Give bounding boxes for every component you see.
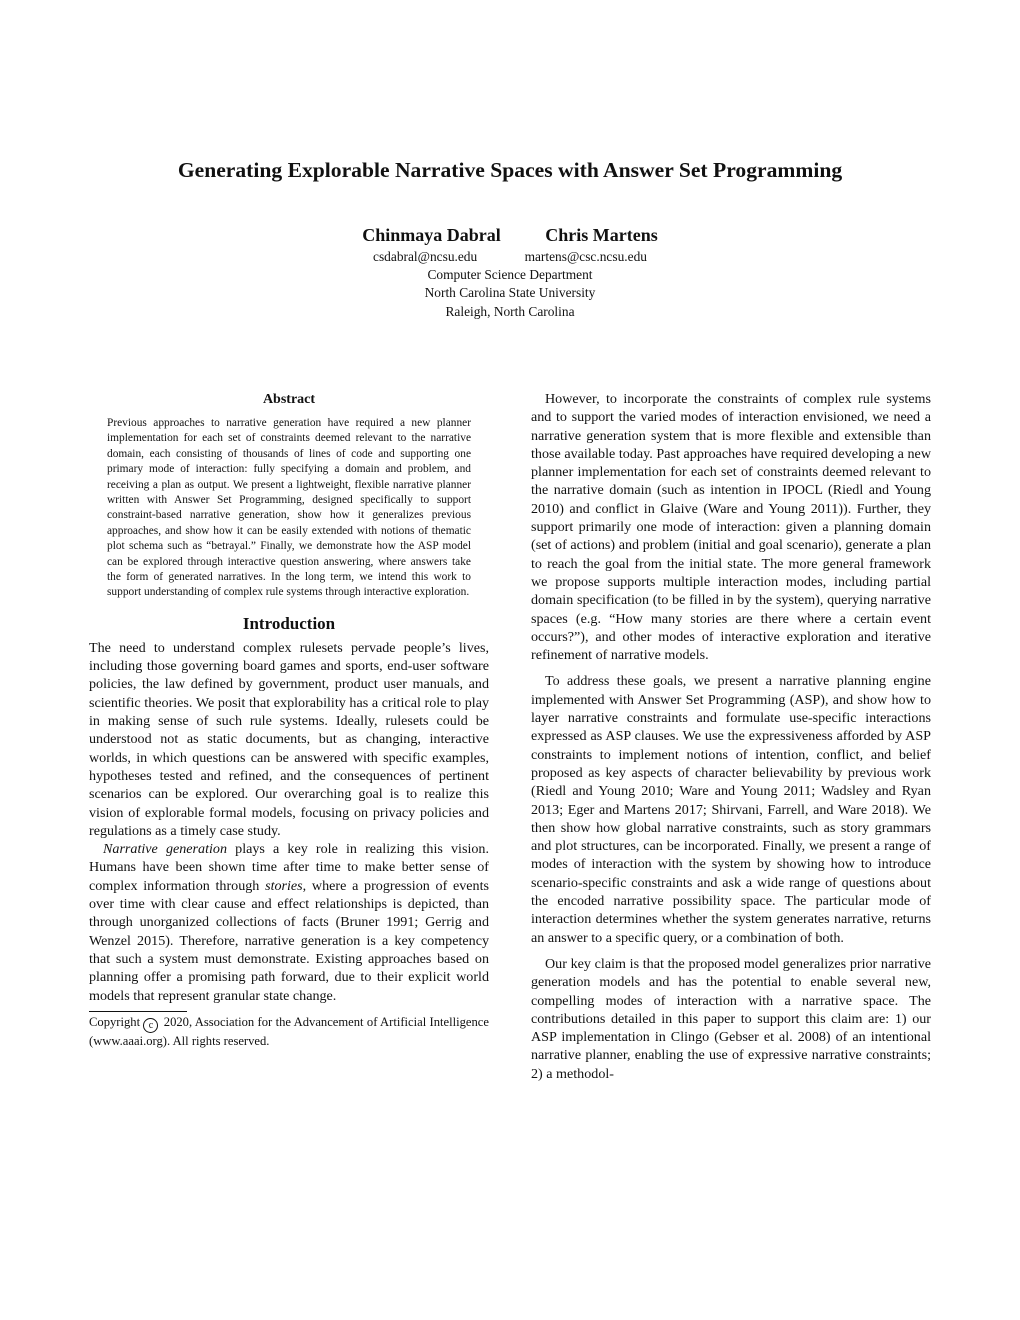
footnote-divider — [89, 1011, 187, 1012]
author-name: Chinmaya Dabral — [362, 225, 501, 245]
intro-paragraph-2-part1: plays a key role in realizing this vision. Humans have been shown time after time to make better sense of complex information through — [89, 841, 489, 894]
italic-term: Narrative generation — [103, 841, 228, 858]
copyright-footnote — [89, 1014, 489, 1050]
affiliation-location: Raleigh, North Carolina — [445, 303, 575, 319]
italic-word: stories — [265, 877, 303, 894]
body-paragraph: However, to incorporate the constraints of complex rule systems and to support the varied modes of interaction envisioned, we need a narrative generation system that is more flexible and extensible than those available today. Past approaches have required developing a new planner implementation for each set of constraints deemed relevant to the narrative domain (such as intention in IPOCL (Riedl and Young 2010) and conflict in Glaive (Ware and Young 2011)). Further, they support primarily one mode of interaction: given a planning domain (set of actions) and problem (initial and goal scenario), generate a plan to reach the goal from the initial state. The more general framework we propose supports multiple interaction modes, including partial domain specification (to be filled in by the system), querying narrative spaces (e.g. “How many stories are there where a certain event occurs?”), and other modes of interactive exploration and iterative refinement of narrative models. — [531, 391, 931, 664]
abstract-heading: Abstract — [262, 392, 316, 407]
body-paragraph: To address these goals, we present a narrative planning engine implemented with Answer Set Programming (ASP), and show how to layer narrative constraints and formulate use-specific interactions expressed as ASP clauses. We use the expressiveness afforded by ASP constraints to implement notions of intention, conflict, and belief proposed as key aspects of character believability by previous work (Riedl and Young 2010; Ware and Young 2011; Wadsley and Ryan 2013; Eger and Martens 2017; Shirvani, Farrell, and Ware 2018). We then show how global narrative constraints, such as story grammars and plot structures, can be incorporated. Finally, we present a range of modes of interaction with the system by showing how to introduce scenario-specific constraints and ask a wide range of questions about the encoded narrative possibility space. The particular mode of interaction determines whether the system generates narrative, returns an answer to a specific query, or a combination of both. — [531, 673, 931, 946]
copyright-text: 2020, Association for the Advancement of Artificial Intelligence (www.aaai.org). All rights reserved. — [89, 1014, 489, 1048]
author-emails — [0, 248, 1020, 266]
body-paragraph: Our key claim is that the proposed model generalizes prior narrative generation models and has the potential to enable several new, compelling modes of interaction with a narrative space. The contributions detailed in this paper to support this claim are: 1) our ASP implementation in Clingo (Gebser et al. 2008) of an intentional narrative planner, enabling the use of expressive narrative constraints; 2) a methodol- — [531, 955, 931, 1082]
right-column — [531, 390, 931, 1083]
author-email: csdabral@ncsu.edu — [373, 249, 478, 264]
intro-paragraph-2 — [89, 840, 489, 1005]
paper-title: Generating Explorable Narrative Spaces with Answer Set Programming — [177, 158, 843, 182]
author-block — [0, 222, 1020, 321]
affiliation-university: North Carolina State University — [424, 285, 596, 301]
introduction-heading: Introduction — [242, 613, 336, 633]
intro-paragraph-1: The need to understand complex rulesets pervade people’s lives, including those governing board games and sports, end-user software policies, the law defined by government, product user manuals, and scientific theories. We posit that explorability has a critical role to play in making sense of such rule systems. Ideally, rulesets could be understood not as static documents, but as changing, interactive worlds, in which questions can be answered with specific examples, hypotheses tested and refined, and the consequences of pertinent scenarios can be explored. Our overarching goal is to realize this vision of explorable formal models, focusing on privacy policies and regulations as a timely case study. — [89, 639, 489, 839]
abstract-text: Previous approaches to narrative generation have required a new planner implementation for each set of constraints deemed relevant to the narrative domain, each consisting of thousands of lines of code and supporting one primary mode of interaction: fully specifying a domain and problem, and receiving a plan as output. We present a lightweight, flexible narrative planner written with Answer Set Programming, designed specifically to support constraint-based narrative generation, show how it generalizes previous approaches, and show how it can be easily extended with notions of thematic plot schema such as “betrayal.” Finally, we demonstrate how the ASP model can be explored through interactive question answering, where answers take the form of generated narratives. In the long term, we intend this work to support understanding of complex rule systems through interactive exploration. — [107, 417, 471, 599]
author-names — [0, 222, 1020, 248]
author-name: Chris Martens — [545, 225, 658, 245]
intro-paragraph-2-part2: , where a progression of events over time with clear cause and effect relationships is depicted, than through unorganized collections of facts (Bruner 1991; Gerrig and Wenzel 2015). Therefore, narrative generation is a key competency that such a system must demonstrate. Existing approaches based on planning offer a promising path forward, due to their explicit world models that represent granular state change. — [89, 877, 489, 1004]
copyright-icon: c — [143, 1018, 158, 1033]
copyright-prefix: Copyright — [89, 1014, 144, 1029]
left-column — [89, 390, 489, 1049]
affiliation-department: Computer Science Department — [427, 267, 593, 282]
author-email: martens@csc.ncsu.edu — [524, 249, 647, 264]
